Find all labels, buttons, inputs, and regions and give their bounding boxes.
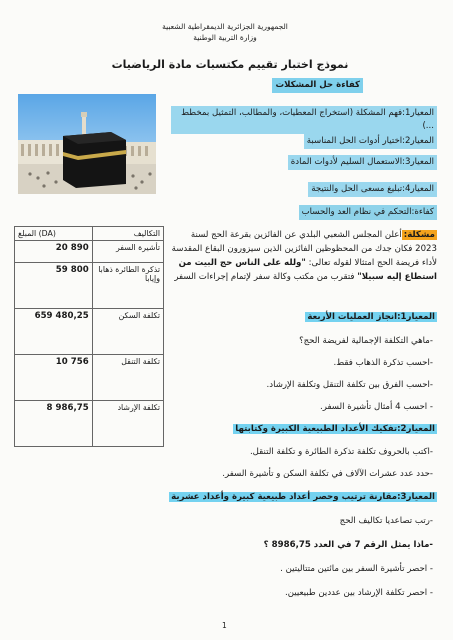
quran-quote: "ولله على الناس حج البيت من استطاع إليه سبيلا" [178,258,437,282]
question-four-times-visa: - احسب 4 أمثال تأشيرة السفر. [319,402,433,412]
criterion-4-communication: المعيار4:تبليغ مسعى الحل والنتيجة [308,182,437,197]
label-flight: تذكرة الطائرة ذهابا وإيابا [92,263,163,309]
costs-table [14,226,164,447]
criterion-operations-title: المعيار1:انجاز العمليات الأربعة [307,312,435,322]
problem-text-2: فتقرب من مكتب وكالة سفر لإتمام إجراءات السفر [174,272,355,282]
criterion-3-usage: المعيار3:الاستعمال السليم لأدوات المادة [288,155,437,170]
question-bound-visa: - احصر تأشيرة السفر بين مائتين متتاليتين . [280,564,433,574]
criterion-compare-title: المعيار3:مقارنة ترتيب وحصر أعداد طبيعية كبيرة وأعداد عشرية [171,492,435,502]
question-bound-guidance: - احصر تكلفة الإرشاد بين عددين طبيعيين. [285,588,433,598]
criterion-decompose-title: المعيار2:تفكيك الأعداد الطبيعية الكبيرة وكتابتها [235,424,435,434]
label-guidance: تكلفة الإرشاد [92,401,163,447]
label-visa: تأشيرة السفر [92,241,163,263]
header-costs: التكاليف [92,227,163,241]
kaaba-image [18,94,156,194]
criterion-2-tools: المعيار2:اختيار أدوات الحل المناسبة [304,134,437,149]
question-write-in-letters: -اكتب بالحروف تكلفة تذكرة الطائرة و تكلفة التنقل. [249,447,433,457]
amount-flight: 59 800 [15,263,93,309]
problem-statement [169,228,437,284]
competency-problem-solving: كفاءة حل المشكلات [272,78,363,93]
question-total-cost: -ماهي التكلفة الإجمالية لفريضة الحج؟ [299,336,433,346]
problem-label: مشكلة: [403,230,435,240]
amount-transport: 10 756 [15,355,93,401]
question-digit-7: -ماذا يمثل الرقم 7 في العدد 8986,75 ؟ [263,540,433,550]
criterion-1-understanding: المعيار1:فهم المشكلة (استخراج المعطيات، والمطالب، التمثيل بمخطط ...) [171,106,437,134]
header-republic: الجمهورية الجزائرية الديمقراطية الشعبية [162,22,288,31]
page-title: نموذج اختبار تقييم مكتسبات مادة الرياضيات [111,58,349,71]
competency-number-system: كفاءة:التحكم في نظام العد والحساب [299,205,437,220]
amount-guidance: 8 986,75 [15,401,93,447]
header-ministry: وزارة التربية الوطنية [193,33,257,42]
amount-visa: 20 890 [15,241,93,263]
page-number: 1 [222,621,227,630]
question-difference: -احسب الفرق بين تكلفة التنقل وتكلفة الإرشاد. [266,380,433,390]
question-one-way-ticket: -احسب تذكرة الذهاب فقط. [333,358,433,368]
label-transport: تكلفة التنقل [92,355,163,401]
label-housing: تكلفة السكن [92,309,163,355]
question-sort-ascending: -رتب تصاعديا تكاليف الحج [339,516,433,526]
amount-housing: 659 480,25 [15,309,93,355]
header-amount: المبلغ (DA) [15,227,93,241]
problem-text-1: أعلن المجلس الشعبي البلدي عن الفائزين بقرعة الحج لسنة 2023 فكان جدك من المحظوظين الفائزين الذين سيزورون البقاع المقدسة لأداء فريضة الحج امتثالا لقوله تعالى: [171,230,437,268]
question-ten-thousands: -حدد عدد عشرات الآلاف في تكلفة السكن و تأشيرة السفر. [222,469,433,479]
